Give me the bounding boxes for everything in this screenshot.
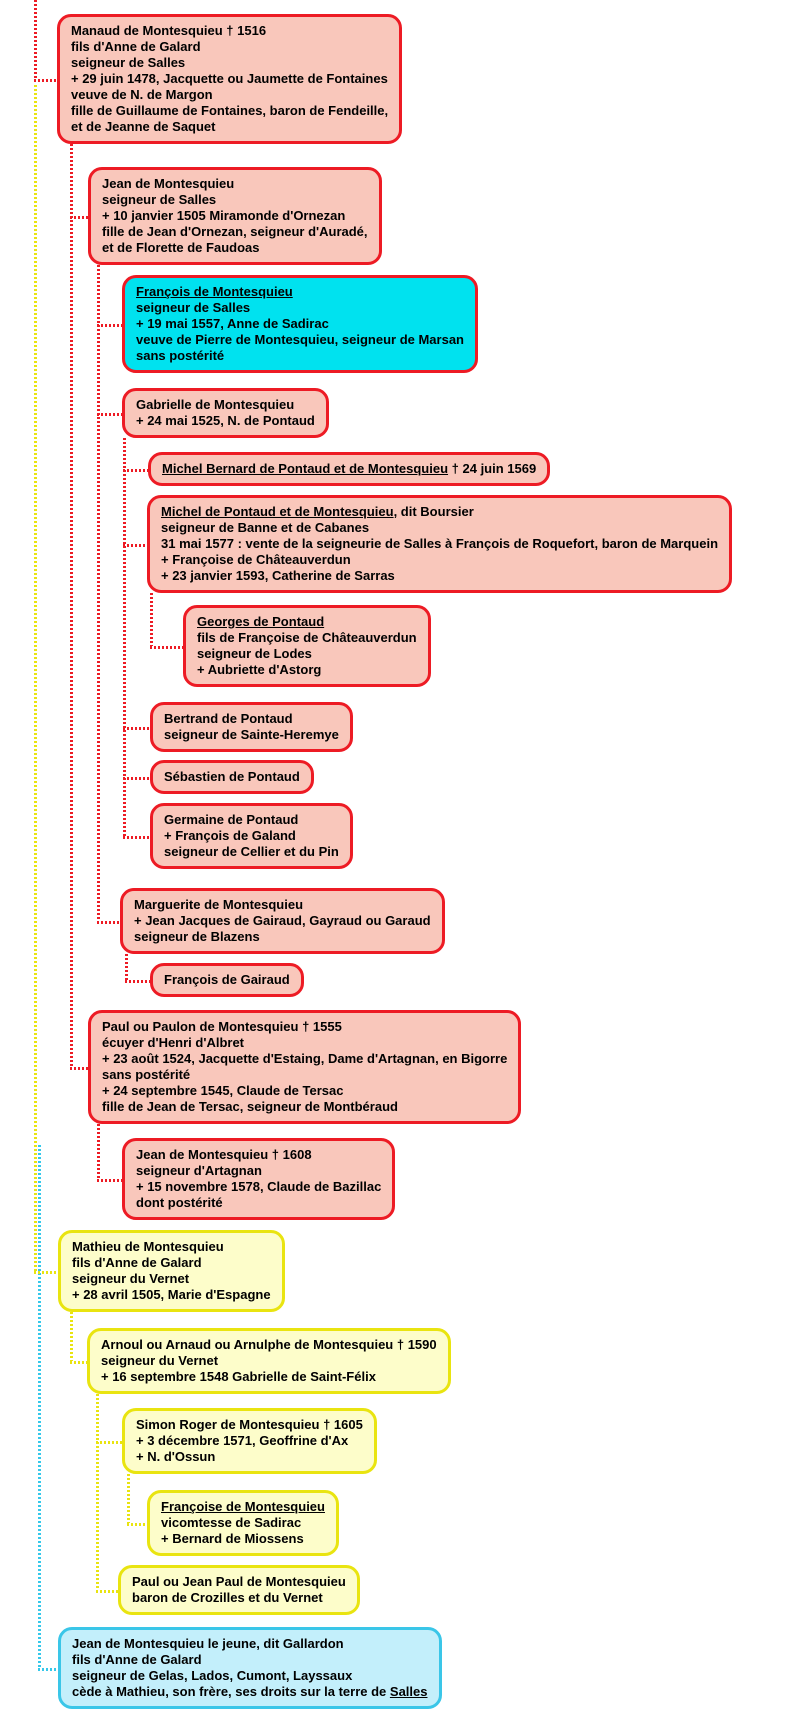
node-text-line	[161, 1499, 325, 1515]
tree-node-francoise-de-montesquieu	[147, 1490, 339, 1556]
node-text-line	[71, 71, 388, 87]
tree-connector-red-h	[34, 79, 58, 82]
tree-connector-red-h	[123, 544, 148, 547]
node-text-line	[71, 55, 388, 71]
node-text-line	[102, 1035, 507, 1051]
node-text: seigneur de Gelas, Lados, Cumont, Layssaux	[72, 1668, 353, 1683]
node-text: seigneur de Salles	[102, 192, 217, 207]
node-text-line	[136, 284, 464, 300]
node-text: veuve de N. de Margon	[71, 87, 213, 102]
node-text-line	[197, 662, 417, 678]
tree-node-gabrielle-de-montesquieu	[122, 388, 329, 438]
node-text: + Françoise de Châteauverdun	[161, 552, 351, 567]
node-text-line	[102, 208, 368, 224]
node-text: veuve de Pierre de Montesquieu, seigneur de Marsan	[136, 332, 464, 347]
tree-node-georges-de-pontaud	[183, 605, 431, 687]
node-text: fille de Jean d'Ornezan, seigneur d'Auradé,	[102, 224, 368, 239]
node-text: Jean de Montesquieu le jeune, dit Gallardon	[72, 1636, 344, 1651]
node-text: Manaud de Montesquieu † 1516	[71, 23, 267, 38]
node-text-line	[164, 727, 339, 743]
node-text: + 28 avril 1505, Marie d'Espagne	[72, 1287, 271, 1302]
node-text: fils d'Anne de Galard	[72, 1255, 202, 1270]
node-text-line	[136, 413, 315, 429]
tree-connector-yellow-v	[127, 1474, 130, 1523]
tree-connector-red-h	[70, 216, 89, 219]
node-text-line	[102, 1067, 507, 1083]
tree-connector-red-h	[97, 921, 121, 924]
tree-node-sebastien-de-pontaud	[150, 760, 314, 794]
tree-connector-red-v	[125, 954, 128, 980]
node-text: Jean de Montesquieu	[102, 176, 235, 191]
node-text: Gabrielle de Montesquieu	[136, 397, 295, 412]
tree-connector-red-h	[123, 469, 149, 472]
node-text: + 16 septembre 1548 Gabrielle de Saint-Félix	[101, 1369, 376, 1384]
node-text: fille de Jean de Tersac, seigneur de Montbéraud	[102, 1099, 398, 1114]
tree-connector-yellow-h	[96, 1441, 123, 1444]
node-text-line	[136, 1147, 381, 1163]
node-text-line	[136, 1163, 381, 1179]
node-text-line	[71, 39, 388, 55]
tree-connector-red-h	[70, 1067, 89, 1070]
tree-node-jean-de-montesquieu-1608	[122, 1138, 395, 1220]
node-text: , dit Boursier	[393, 504, 474, 519]
node-text: fils de Françoise de Châteauverdun	[197, 630, 417, 645]
node-text-line	[71, 23, 388, 39]
node-text-line	[132, 1590, 346, 1606]
tree-connector-red-v	[70, 144, 73, 1067]
tree-node-marguerite-de-montesquieu	[120, 888, 445, 954]
node-link[interactable]: Michel de Pontaud et de Montesquieu	[161, 504, 394, 519]
node-text: seigneur de Blazens	[134, 929, 260, 944]
tree-node-francois-de-montesquieu	[122, 275, 478, 373]
node-text: + 23 août 1524, Jacquette d'Estaing, Dame d'Artagnan, en Bigorre	[102, 1051, 508, 1066]
node-text: seigneur de Salles	[136, 300, 251, 315]
tree-node-manaud-de-montesquieu	[57, 14, 402, 144]
tree-node-francois-de-gairaud	[150, 963, 304, 997]
node-text-line	[72, 1271, 271, 1287]
node-text: + N. d'Ossun	[136, 1449, 216, 1464]
tree-node-michel-de-pontaud	[147, 495, 732, 593]
node-text-line	[72, 1636, 428, 1652]
tree-node-jean-de-montesquieu-le-jeune	[58, 1627, 442, 1709]
node-text: seigneur de Cellier et du Pin	[164, 844, 339, 859]
node-text-line	[102, 1051, 507, 1067]
node-text-line	[101, 1353, 437, 1369]
node-text-line	[102, 1019, 507, 1035]
node-text: cède à Mathieu, son frère, ses droits sur la terre de	[72, 1684, 390, 1699]
node-text: seigneur de Lodes	[197, 646, 312, 661]
node-text: sans postérité	[102, 1067, 191, 1082]
node-text-line	[102, 224, 368, 240]
node-text-line	[136, 348, 464, 364]
node-text: + 10 janvier 1505 Miramonde d'Ornezan	[102, 208, 346, 223]
node-text-line	[164, 769, 300, 785]
node-link[interactable]: François de Montesquieu	[136, 284, 293, 299]
node-text: 31 mai 1577 : vente de la seigneurie de Salles à François de Roquefort, baron de Marquein	[161, 536, 719, 551]
node-text: + 24 septembre 1545, Claude de Tersac	[102, 1083, 344, 1098]
node-text: + 19 mai 1557, Anne de Sadirac	[136, 316, 329, 331]
node-text: + 23 janvier 1593, Catherine de Sarras	[161, 568, 395, 583]
node-text-line	[102, 192, 368, 208]
node-text-line	[72, 1684, 428, 1700]
node-text-line	[136, 1179, 381, 1195]
node-text: fille de Guillaume de Fontaines, baron de Fendeille,	[71, 103, 389, 118]
node-text: † 24 juin 1569	[448, 461, 537, 476]
node-text: Paul ou Paulon de Montesquieu † 1555	[102, 1019, 342, 1034]
node-text-line	[71, 103, 388, 119]
node-text: fils d'Anne de Galard	[71, 39, 201, 54]
tree-connector-red-v	[97, 265, 100, 921]
node-text: Bertrand de Pontaud	[164, 711, 293, 726]
tree-node-paul-ou-jean-paul-de-montesquieu	[118, 1565, 360, 1615]
node-text-line	[161, 536, 718, 552]
tree-connector-yellow-h	[34, 1271, 59, 1274]
tree-connector-yellow-v	[70, 1312, 73, 1361]
node-text-line	[102, 176, 368, 192]
tree-connector-yellow-h	[70, 1361, 88, 1364]
node-text: Germaine de Pontaud	[164, 812, 299, 827]
node-text-line	[197, 614, 417, 630]
node-text-line	[72, 1255, 271, 1271]
node-text-line	[101, 1337, 437, 1353]
node-text-line	[161, 1515, 325, 1531]
tree-connector-red-h	[123, 727, 151, 730]
node-text: Mathieu de Montesquieu	[72, 1239, 224, 1254]
node-text-line	[132, 1574, 346, 1590]
node-text: et de Florette de Faudoas	[102, 240, 260, 255]
node-text: seigneur du Vernet	[101, 1353, 219, 1368]
tree-connector-red-h	[125, 980, 151, 983]
node-link[interactable]: Françoise de Montesquieu	[161, 1499, 325, 1514]
node-text-line	[134, 929, 431, 945]
node-text: seigneur de Salles	[71, 55, 186, 70]
node-text-line	[136, 397, 315, 413]
tree-node-bertrand-de-pontaud	[150, 702, 353, 752]
node-link[interactable]: Michel Bernard de Pontaud et de Montesquieu	[162, 461, 449, 476]
node-text-line	[164, 711, 339, 727]
node-text: + 24 mai 1525, N. de Pontaud	[136, 413, 315, 428]
node-text: seigneur du Vernet	[72, 1271, 190, 1286]
tree-node-mathieu-de-montesquieu	[58, 1230, 285, 1312]
tree-connector-red-h	[97, 324, 123, 327]
tree-connector-cyan-v	[38, 1145, 41, 1668]
node-text-line	[136, 332, 464, 348]
node-text: seigneur d'Artagnan	[136, 1163, 262, 1178]
node-text: Jean de Montesquieu † 1608	[136, 1147, 312, 1162]
node-text-line	[197, 630, 417, 646]
node-text-line	[72, 1668, 428, 1684]
tree-connector-yellow-h	[127, 1523, 148, 1526]
tree-connector-yellow-v	[34, 85, 37, 1271]
node-link[interactable]: Salles	[389, 1684, 428, 1699]
tree-node-michel-bernard-de-pontaud	[148, 452, 550, 486]
tree-node-jean-de-montesquieu-salles	[88, 167, 382, 265]
tree-node-germaine-de-pontaud	[150, 803, 353, 869]
node-text: + 15 novembre 1578, Claude de Bazillac	[136, 1179, 382, 1194]
node-text-line	[71, 87, 388, 103]
node-text: + Aubriette d'Astorg	[197, 662, 322, 677]
node-text-line	[164, 844, 339, 860]
node-text: Sébastien de Pontaud	[164, 769, 300, 784]
node-text-line	[134, 913, 431, 929]
node-text-line	[161, 520, 718, 536]
node-text-line	[72, 1287, 271, 1303]
node-text: sans postérité	[136, 348, 225, 363]
node-text: seigneur de Banne et de Cabanes	[161, 520, 370, 535]
node-text-line	[136, 1195, 381, 1211]
node-text: + Bernard de Miossens	[161, 1531, 304, 1546]
node-text-line	[72, 1239, 271, 1255]
node-text-line	[161, 504, 718, 520]
node-text-line	[102, 240, 368, 256]
node-text: vicomtesse de Sadirac	[161, 1515, 302, 1530]
tree-connector-red-v	[34, 0, 37, 79]
node-text: baron de Crozilles et du Vernet	[132, 1590, 323, 1605]
node-text-line	[161, 1531, 325, 1547]
node-text-line	[102, 1099, 507, 1115]
node-text: + 29 juin 1478, Jacquette ou Jaumette de Fontaines	[71, 71, 388, 86]
node-text: Simon Roger de Montesquieu † 1605	[136, 1417, 363, 1432]
node-text-line	[162, 461, 536, 477]
tree-node-arnoul-de-montesquieu	[87, 1328, 451, 1394]
node-text-line	[164, 828, 339, 844]
tree-connector-cyan-h	[38, 1668, 59, 1671]
tree-connector-red-h	[123, 836, 151, 839]
node-text: + François de Galand	[164, 828, 296, 843]
tree-node-simon-roger-de-montesquieu	[122, 1408, 377, 1474]
tree-connector-red-v	[97, 1124, 100, 1179]
tree-connector-red-v	[150, 593, 153, 646]
node-text-line	[102, 1083, 507, 1099]
tree-connector-yellow-h	[96, 1590, 119, 1593]
node-text-line	[161, 552, 718, 568]
node-text: Arnoul ou Arnaud ou Arnulphe de Montesquieu † 1590	[101, 1337, 437, 1352]
node-text: + Jean Jacques de Gairaud, Gayraud ou Garaud	[134, 913, 431, 928]
node-text-line	[197, 646, 417, 662]
node-text: François de Gairaud	[164, 972, 290, 987]
node-text: seigneur de Sainte-Heremye	[164, 727, 339, 742]
tree-connector-yellow-v	[96, 1394, 99, 1590]
node-text-line	[161, 568, 718, 584]
node-text-line	[136, 316, 464, 332]
node-text: Paul ou Jean Paul de Montesquieu	[132, 1574, 346, 1589]
tree-connector-red-h	[150, 646, 184, 649]
node-text: Marguerite de Montesquieu	[134, 897, 304, 912]
node-link[interactable]: Georges de Pontaud	[197, 614, 325, 629]
node-text: dont postérité	[136, 1195, 223, 1210]
node-text: fils d'Anne de Galard	[72, 1652, 202, 1667]
node-text: + 3 décembre 1571, Geoffrine d'Ax	[136, 1433, 349, 1448]
node-text: écuyer d'Henri d'Albret	[102, 1035, 244, 1050]
node-text-line	[72, 1652, 428, 1668]
tree-connector-red-h	[97, 413, 123, 416]
node-text-line	[136, 1449, 363, 1465]
tree-connector-red-h	[97, 1179, 123, 1182]
node-text-line	[136, 1433, 363, 1449]
node-text-line	[164, 812, 339, 828]
node-text-line	[136, 300, 464, 316]
node-text-line	[71, 119, 388, 135]
node-text-line	[101, 1369, 437, 1385]
tree-node-paul-ou-paulon-de-montesquieu	[88, 1010, 521, 1124]
node-text-line	[134, 897, 431, 913]
node-text-line	[136, 1417, 363, 1433]
tree-connector-red-h	[123, 777, 151, 780]
node-text: et de Jeanne de Saquet	[71, 119, 216, 134]
node-text-line	[164, 972, 290, 988]
